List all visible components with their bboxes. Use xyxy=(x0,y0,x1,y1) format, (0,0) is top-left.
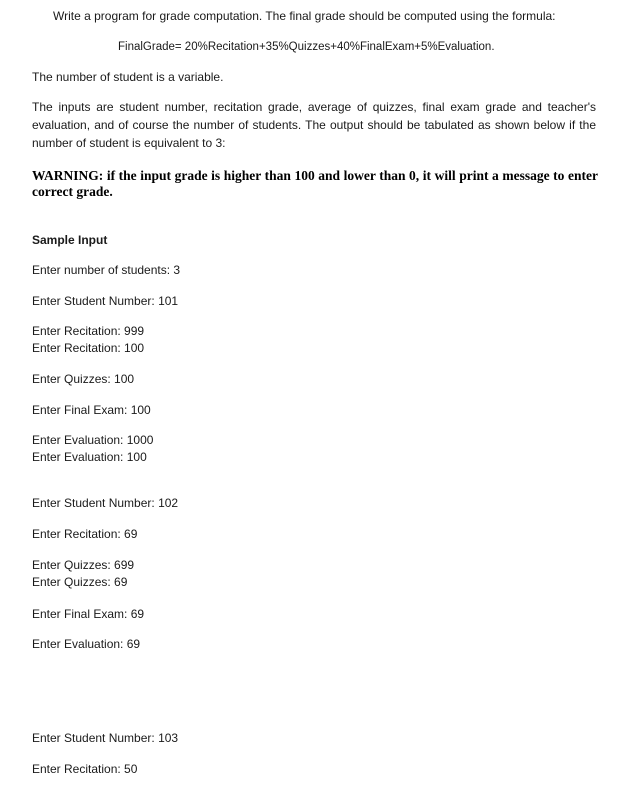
intro-text: Write a program for grade computation. The final grade should be computed using the formula: xyxy=(53,9,556,23)
warning-text: WARNING: if the input grade is higher than 100 and lower than 0, it will print a message to enter correct grade. xyxy=(32,168,598,199)
sample-input-line: Enter Recitation: 69 xyxy=(32,527,138,541)
sample-input-line: Enter Student Number: 102 xyxy=(32,496,179,510)
sample-input-line: Enter Quizzes: 699 xyxy=(32,558,135,572)
sample-input-line: Enter Final Exam: 100 xyxy=(32,403,151,417)
sample-input-line: Enter number of students: 3 xyxy=(32,263,181,277)
sample-input-line: Enter Evaluation: 100 xyxy=(32,450,147,464)
variable-note: The number of student is a variable. xyxy=(32,70,224,84)
sample-input-line: Enter Evaluation: 69 xyxy=(32,637,141,651)
sample-input-line: Enter Evaluation: 1000 xyxy=(32,433,154,447)
sample-input-line: Enter Quizzes: 69 xyxy=(32,575,128,589)
sample-input-line: Enter Recitation: 50 xyxy=(32,762,138,776)
sample-input-line: Enter Student Number: 103 xyxy=(32,731,179,745)
inputs-paragraph: The inputs are student number, recitation grade, average of quizzes, final exam grade and teacher's evaluation, and of course the number of students. The output should be tabulated as shown below if the number of student is equivalent to 3: xyxy=(32,100,596,150)
sample-input-line: Enter Student Number: 101 xyxy=(32,294,179,308)
sample-input-line: Enter Recitation: 999 xyxy=(32,324,145,338)
grade-formula: FinalGrade= 20%Recitation+35%Quizzes+40%FinalExam+5%Evaluation. xyxy=(118,41,495,53)
sample-input-line: Enter Final Exam: 69 xyxy=(32,607,145,621)
sample-input-line: Enter Recitation: 100 xyxy=(32,341,145,355)
sample-input-heading: Sample Input xyxy=(32,233,108,247)
sample-input-line: Enter Quizzes: 100 xyxy=(32,372,135,386)
